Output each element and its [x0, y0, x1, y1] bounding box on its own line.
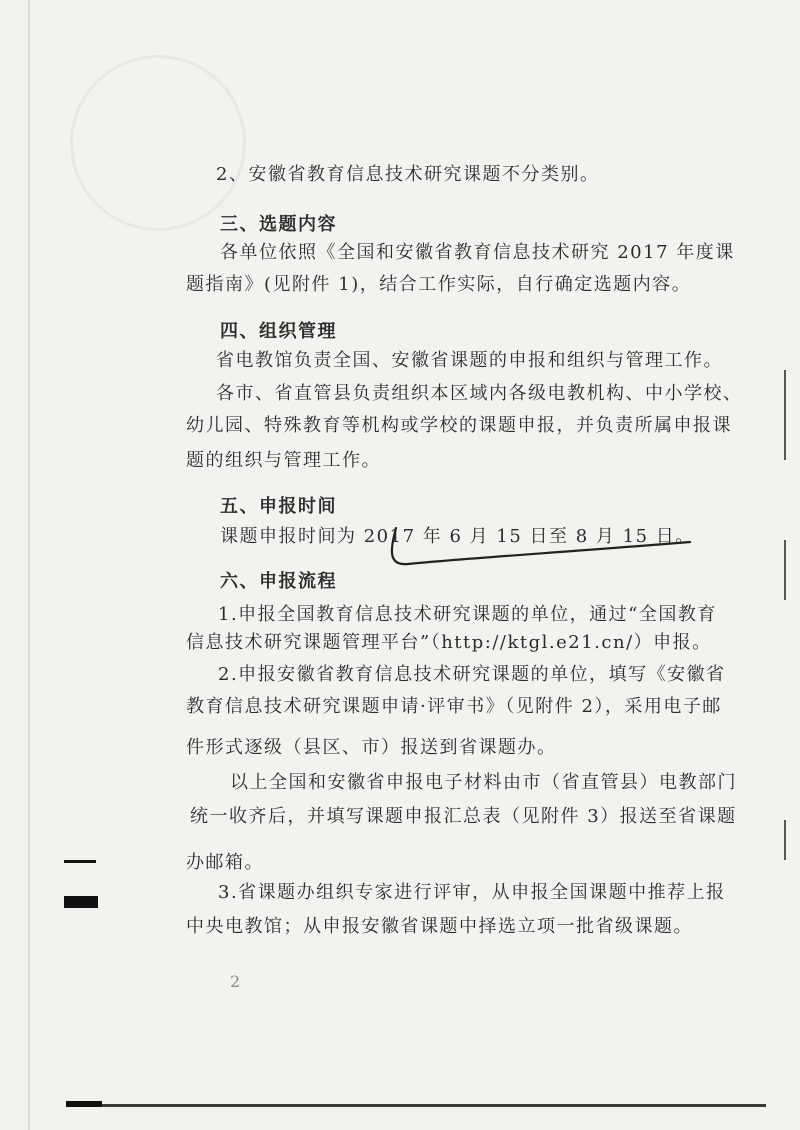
body-line-18: 中央电教馆；从申报安徽省课题中择选立项一批省级课题。	[186, 916, 693, 937]
body-line-3: 题指南》(见附件 1)，结合工作实际，自行确定选题内容。	[186, 274, 692, 295]
body-line-17: 3.省课题办组织专家进行评审，从申报全国课题中推荐上报	[218, 882, 726, 903]
page-number: 2	[230, 972, 241, 991]
page-edge	[28, 0, 30, 1130]
body-line-14: 以上全国和安徽省申报电子材料由市（省直管县）电教部门	[230, 772, 737, 793]
handwritten-underline	[378, 520, 698, 580]
margin-mark-thick	[64, 896, 98, 908]
body-line-1: 2、安徽省教育信息技术研究课题不分类别。	[216, 164, 600, 185]
section-heading-6: 六、申报流程	[220, 571, 337, 592]
body-line-6: 幼儿园、特殊教育等机构或学校的课题申报，并负责所属申报课	[186, 415, 732, 436]
body-line-4: 省电教馆负责全国、安徽省课题的申报和组织与管理工作。	[216, 350, 723, 371]
right-edge-mark	[784, 370, 786, 460]
body-line-15: 统一收齐后，并填写课题申报汇总表（见附件 3）报送至省课题	[190, 806, 737, 827]
body-line-12: 教育信息技术研究课题申请·评审书》（见附件 2），采用电子邮	[186, 696, 722, 717]
body-line-9: 1.申报全国教育信息技术研究课题的单位，通过“全国教育	[218, 604, 717, 625]
bottom-rule-accent	[66, 1101, 102, 1107]
section-heading-3: 三、选题内容	[220, 214, 337, 235]
faded-stamp	[70, 55, 246, 231]
body-line-11: 2.申报安徽省教育信息技术研究课题的单位，填写《安徽省	[218, 664, 726, 685]
section-heading-4: 四、组织管理	[220, 321, 337, 342]
section-heading-5: 五、申报时间	[220, 496, 337, 517]
body-line-10: 信息技术研究课题管理平台”（http://ktgl.e21.cn/）申报。	[186, 632, 712, 653]
body-line-16: 办邮箱。	[186, 852, 264, 873]
body-line-7: 题的组织与管理工作。	[186, 450, 381, 471]
right-edge-mark	[784, 540, 786, 600]
right-edge-mark	[784, 820, 786, 860]
margin-mark-thin	[64, 860, 96, 863]
bottom-rule	[66, 1104, 766, 1107]
body-line-2: 各单位依照《全国和安徽省教育信息技术研究 2017 年度课	[220, 242, 735, 263]
body-line-13: 件形式逐级（县区、市）报送到省课题办。	[186, 737, 557, 758]
body-line-8: 课题申报时间为 2017 年 6 月 15 日至 8 月 15 日。	[220, 526, 695, 547]
body-line-5: 各市、省直管县负责组织本区域内各级电教机构、中小学校、	[216, 383, 743, 404]
